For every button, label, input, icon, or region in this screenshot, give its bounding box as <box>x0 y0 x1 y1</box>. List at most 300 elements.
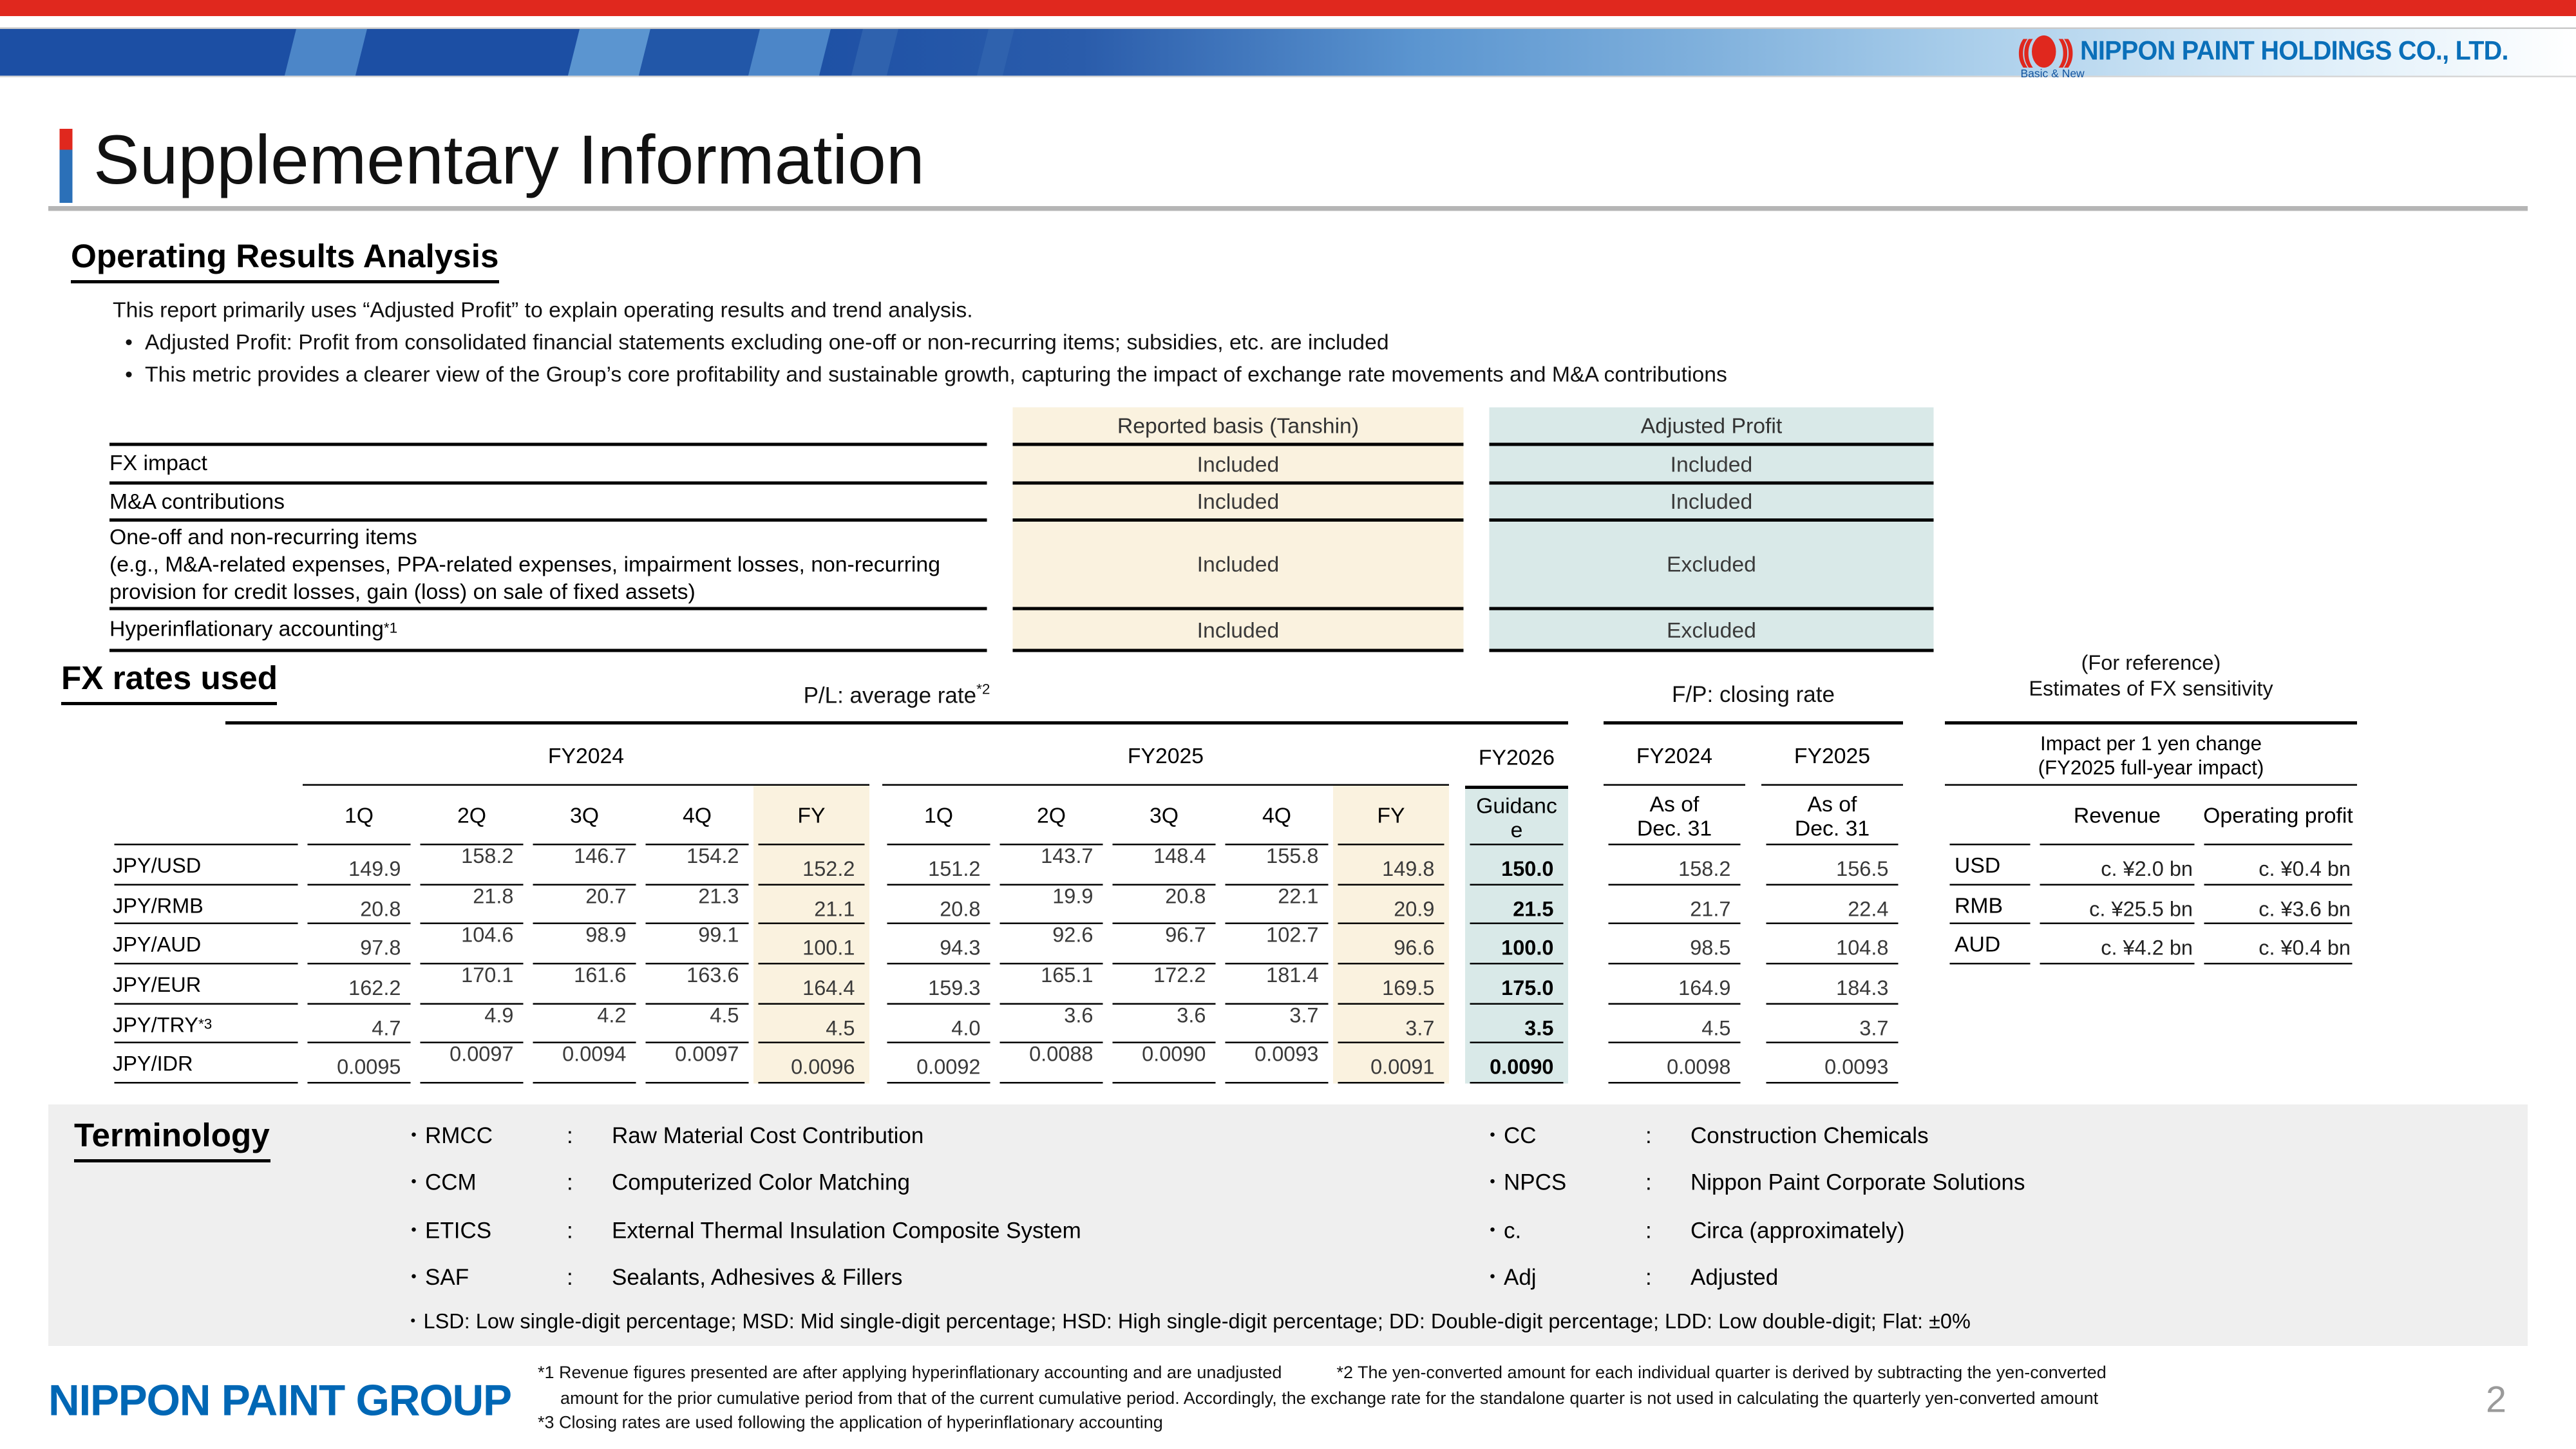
banner-stripe <box>282 28 369 78</box>
basis-row-label: M&A contributions <box>109 485 987 522</box>
fx-asof-header <box>1604 786 1745 846</box>
fx-asof-line1: As of <box>1807 791 1857 816</box>
term-abbr: ・ETICS <box>402 1217 492 1243</box>
basis-header-empty <box>109 408 987 446</box>
value: 0.0097 <box>675 1042 739 1066</box>
fx-rate-value <box>1220 843 1333 886</box>
terminology-item <box>1481 1206 2447 1254</box>
fx-reference-line2: Estimates of FX sensitivity <box>2029 676 2273 701</box>
fx-spacer <box>869 925 882 965</box>
fx-spacer <box>1745 965 1761 1005</box>
fx-impact-header <box>1945 728 2357 786</box>
fx-rate-value <box>882 1044 995 1084</box>
value: c. ¥3.6 bn <box>2259 896 2351 920</box>
fx-currency-pair <box>109 925 303 965</box>
fx-spacer <box>1903 885 1945 925</box>
fx-spacer <box>869 885 882 925</box>
value: 0.0090 <box>1490 1055 1554 1079</box>
fx-currency-pair <box>109 1004 303 1044</box>
fx-spacer <box>2199 1044 2357 1084</box>
basis-reported-value: Included <box>1013 446 1464 485</box>
fx-rate-value <box>1220 925 1333 965</box>
value: 169.5 <box>1382 975 1435 1000</box>
fx-spacer <box>869 1004 882 1044</box>
fx-rate-value <box>1333 1044 1449 1084</box>
fx-group-fy2025: FY2025 <box>882 728 1449 786</box>
fx-spacer <box>1568 965 1604 1005</box>
terminology-item <box>1481 1159 2447 1206</box>
fx-sens-label-header <box>1945 786 2035 846</box>
fx-spacer <box>1945 1044 2035 1084</box>
fx-rate-value <box>1220 1044 1333 1084</box>
basis-spacer <box>1464 611 1490 652</box>
basis-header-reported: Reported basis (Tanshin) <box>1013 408 1464 446</box>
fx-rate-value <box>1108 885 1220 925</box>
value: 22.4 <box>1848 896 1889 920</box>
value: 94.3 <box>940 936 981 960</box>
term-abbr: ・NPCS <box>1481 1169 1567 1195</box>
footnote-marker: *1 <box>383 620 398 637</box>
fx-currency-pair <box>109 846 303 886</box>
terminology-item <box>402 1253 1465 1301</box>
fx-closing-fy2025: FY2025 <box>1761 728 1903 786</box>
fx-closing-value <box>1604 925 1745 965</box>
sensitivity-currency <box>1945 925 2035 965</box>
footnote-marker: *2 <box>976 681 990 697</box>
fx-pl-underline <box>225 721 1568 724</box>
fx-rate-value <box>1108 962 1220 1005</box>
banner-stripe <box>746 28 833 78</box>
footnote-1: *1 Revenue figures presented are after applying hyperinflationary accounting and are unadjusted <box>538 1363 1282 1383</box>
fx-spacer <box>1945 965 2035 1005</box>
fx-spacer <box>1449 846 1465 886</box>
value: JPY/EUR <box>113 972 202 997</box>
value: 3.6 <box>1177 1002 1206 1027</box>
sensitivity-currency <box>1945 885 2035 925</box>
basis-table <box>109 408 1934 652</box>
fx-rate-value <box>641 1044 753 1084</box>
basis-spacer <box>987 522 1013 611</box>
logo-arcs-left-icon: (( <box>2017 34 2029 69</box>
fx-spacer <box>1745 885 1761 925</box>
fx-spacer <box>1449 786 1465 846</box>
term-definition: Circa (approximately) <box>1690 1217 1905 1243</box>
fx-rate-value <box>1108 843 1220 886</box>
logo-tagline: Basic & New <box>2020 69 2085 80</box>
value: 98.5 <box>1690 936 1731 960</box>
fx-closing-value <box>1761 1004 1903 1044</box>
fx-closing-value <box>1761 925 1903 965</box>
fx-guidance-header: Guidance <box>1465 786 1568 846</box>
operating-bullet <box>113 361 2496 390</box>
fx-spacer <box>1903 786 1945 846</box>
fx-reference-header <box>1945 650 2357 702</box>
value: 0.0094 <box>562 1042 627 1066</box>
fx-rate-value <box>641 1004 753 1044</box>
term-colon: : <box>1645 1217 1652 1243</box>
value: 100.0 <box>1501 936 1554 960</box>
fx-rate-value <box>882 925 995 965</box>
fx-rate-value <box>415 1004 528 1044</box>
page-number: 2 <box>2486 1378 2506 1420</box>
basis-spacer <box>987 485 1013 522</box>
value: 3.7 <box>1289 1002 1319 1027</box>
value: c. ¥2.0 bn <box>2101 856 2193 881</box>
fx-closing-value <box>1604 1004 1745 1044</box>
value: 184.3 <box>1836 975 1889 1000</box>
basis-adjusted-value: Excluded <box>1490 611 1934 652</box>
value: 0.0098 <box>1667 1055 1731 1079</box>
basis-reported-value: Included <box>1013 611 1464 652</box>
basis-label-line: One-off and non-recurring items <box>109 524 417 549</box>
fx-currency-pair <box>109 1044 303 1084</box>
sensitivity-operating-profit <box>2199 846 2357 886</box>
fx-spacer <box>1745 846 1761 886</box>
fx-asof-line2: Dec. 31 <box>1636 815 1712 840</box>
fx-quarter-header: 2Q <box>995 786 1108 846</box>
operating-bullet <box>113 328 2496 357</box>
fx-rate-value <box>303 846 415 886</box>
fx-closing-value <box>1761 965 1903 1005</box>
term-colon: : <box>1645 1169 1652 1195</box>
fx-spacer <box>1568 786 1604 846</box>
value: USD <box>1955 853 2001 878</box>
fx-fy-header: FY <box>1333 786 1449 846</box>
term-colon: : <box>567 1121 573 1148</box>
fx-spacer <box>1568 1004 1604 1044</box>
value: 21.8 <box>473 883 514 907</box>
fx-spacer <box>1903 1044 1945 1084</box>
value: 22.1 <box>1278 883 1319 907</box>
value: 104.6 <box>461 923 514 947</box>
value: 4.5 <box>710 1002 739 1027</box>
value: c. ¥0.4 bn <box>2259 856 2351 881</box>
fx-spacer <box>2199 1004 2357 1044</box>
value: 148.4 <box>1153 843 1206 868</box>
fx-rate-value <box>1108 1044 1220 1084</box>
fx-guidance-value <box>1465 1004 1568 1044</box>
banner-stripe <box>565 28 652 78</box>
fx-spacer <box>1568 846 1604 886</box>
fx-row <box>109 962 2357 1005</box>
fx-spacer <box>869 786 882 846</box>
fx-group-fy2026: FY2026 <box>1478 744 1555 769</box>
value: c. ¥4.2 bn <box>2101 936 2193 960</box>
fx-rate-value <box>1333 925 1449 965</box>
title-divider <box>48 206 2528 211</box>
fx-reference-line1: (For reference) <box>2081 650 2221 675</box>
fx-closing-value <box>1604 846 1745 886</box>
terminology-right-column <box>1481 1111 2447 1301</box>
fx-currency-pair <box>109 965 303 1005</box>
value: 159.3 <box>928 975 981 1000</box>
value: 4.5 <box>1701 1015 1731 1039</box>
fx-closing-value <box>1761 846 1903 886</box>
value: JPY/IDR <box>113 1052 193 1076</box>
fx-spacer <box>869 728 882 786</box>
fx-table-body <box>109 843 2357 1084</box>
logo-dot-icon <box>2031 35 2056 68</box>
terminology-panel <box>48 1104 2528 1346</box>
basis-spacer <box>1464 408 1490 446</box>
fx-spacer <box>2035 965 2199 1005</box>
basis-adjusted-value: Included <box>1490 485 1934 522</box>
fx-rate-value <box>528 885 641 925</box>
fx-guidance-value <box>1465 885 1568 925</box>
basis-header-adjusted: Adjusted Profit <box>1490 408 1934 446</box>
value: 151.2 <box>928 856 981 881</box>
fx-spacer <box>1745 925 1761 965</box>
fx-quarter-header: 1Q <box>882 786 995 846</box>
fx-rate-value <box>415 925 528 965</box>
fx-rate-value <box>415 843 528 886</box>
value: 97.8 <box>360 936 401 960</box>
term-definition: External Thermal Insulation Composite System <box>612 1217 1081 1243</box>
fx-asof-line1: As of <box>1649 791 1700 816</box>
fx-spacer <box>869 1044 882 1084</box>
basis-spacer <box>987 408 1013 446</box>
basis-adjusted-value: Excluded <box>1490 522 1934 611</box>
bullet-icon: • <box>125 330 133 354</box>
operating-intro: This report primarily uses “Adjusted Profit” to explain operating results and trend analysis. <box>113 298 973 322</box>
fx-rate-value <box>528 962 641 1005</box>
value: JPY/RMB <box>113 893 204 917</box>
company-logo-icon <box>2017 28 2085 80</box>
value: 20.9 <box>1394 896 1435 920</box>
value: 150.0 <box>1501 856 1554 881</box>
value: 143.7 <box>1041 843 1094 868</box>
fx-rate-value <box>995 962 1108 1005</box>
value: 158.2 <box>1678 856 1731 881</box>
fx-spacer <box>1745 1044 1761 1084</box>
fx-quarter-header: 1Q <box>303 786 415 846</box>
sensitivity-operating-profit <box>2199 925 2357 965</box>
value: RMB <box>1955 893 2003 917</box>
sensitivity-revenue <box>2035 885 2199 925</box>
fx-guidance-value <box>1465 1044 1568 1084</box>
value: 152.2 <box>802 856 855 881</box>
term-definition: Adjusted <box>1690 1264 1779 1291</box>
fx-rate-value <box>641 962 753 1005</box>
fx-spacer <box>1449 728 1465 786</box>
fx-rate-value <box>995 885 1108 925</box>
value: 96.7 <box>1165 923 1206 947</box>
fx-spacer <box>1568 1044 1604 1084</box>
terminology-item <box>402 1206 1465 1254</box>
fx-spacer <box>1449 965 1465 1005</box>
fx-row <box>109 885 2357 925</box>
fx-quarter-header: 2Q <box>415 786 528 846</box>
fx-row <box>109 1004 2357 1044</box>
term-colon: : <box>1645 1264 1652 1291</box>
fx-rate-value <box>882 846 995 886</box>
fx-asof-header <box>1761 786 1903 846</box>
value: 0.0091 <box>1370 1055 1435 1079</box>
logo-arcs-right-icon: )) <box>2058 34 2070 69</box>
banner-stripe <box>636 28 762 78</box>
fx-rate-value <box>303 885 415 925</box>
fx-row <box>109 1044 2357 1084</box>
fx-rate-value <box>1220 1004 1333 1044</box>
value: 21.5 <box>1513 896 1554 920</box>
bullet-icon: • <box>125 362 133 386</box>
value: 0.0093 <box>1824 1055 1889 1079</box>
company-name: NIPPON PAINT HOLDINGS CO., LTD. <box>2080 36 2509 66</box>
value: JPY/TRY <box>113 1012 199 1036</box>
banner-stripe <box>974 28 1016 78</box>
fx-rate-value <box>1333 1004 1449 1044</box>
value: c. ¥0.4 bn <box>2259 936 2351 960</box>
value: 20.8 <box>360 896 401 920</box>
fx-rate-value <box>641 925 753 965</box>
fx-label-col-header <box>109 786 303 846</box>
fx-quarter-header: 4Q <box>1220 786 1333 846</box>
fx-closing-fy2024: FY2024 <box>1604 728 1745 786</box>
fx-rate-value <box>1333 965 1449 1005</box>
fx-impact-line2: (FY2025 full-year impact) <box>2038 755 2264 779</box>
fx-rate-value <box>1333 846 1449 886</box>
fx-spacer <box>1568 885 1604 925</box>
fx-closing-value <box>1604 965 1745 1005</box>
term-abbr: ・Adj <box>1481 1264 1537 1291</box>
basis-label-line: (e.g., M&A-related expenses, PPA-related expenses, impairment losses, non-recurring provision for credit losses, gain (loss) on sale of fixed assets) <box>109 552 940 604</box>
fx-rate-value <box>753 846 869 886</box>
value: c. ¥25.5 bn <box>2089 896 2193 920</box>
footnote-line-1 <box>538 1362 2438 1387</box>
value: 0.0096 <box>791 1055 855 1079</box>
value: 4.2 <box>597 1002 627 1027</box>
value: 161.6 <box>574 962 627 987</box>
fx-rate-value <box>528 1004 641 1044</box>
sensitivity-revenue <box>2035 846 2199 886</box>
value: 92.6 <box>1052 923 1094 947</box>
fx-rate-value <box>995 925 1108 965</box>
value: 164.4 <box>802 975 855 1000</box>
fx-spacer <box>1449 1044 1465 1084</box>
term-abbr: ・CC <box>1481 1121 1537 1148</box>
fx-rate-value <box>882 965 995 1005</box>
fx-row <box>109 925 2357 965</box>
value: 104.8 <box>1836 936 1889 960</box>
value: 175.0 <box>1501 975 1554 1000</box>
value: 165.1 <box>1041 962 1094 987</box>
value: 0.0088 <box>1029 1042 1094 1066</box>
fx-rate-value <box>303 1044 415 1084</box>
fx-spacer <box>1745 728 1761 786</box>
value: 0.0092 <box>916 1055 981 1079</box>
value: 149.9 <box>348 856 401 881</box>
operating-bullet-text: Adjusted Profit: Profit from consolidated financial statements excluding one-off or non-recurring items; subsidies, etc. are included <box>145 330 1389 354</box>
value: 158.2 <box>461 843 514 868</box>
value: 170.1 <box>461 962 514 987</box>
value: 172.2 <box>1153 962 1206 987</box>
operating-bullet-text: This metric provides a clearer view of the Group’s core profitability and sustainable growth, capturing the impact of exchange rate movements and M&A contributions <box>145 362 1727 386</box>
fx-guidance-value <box>1465 925 1568 965</box>
term-definition: Construction Chemicals <box>1690 1121 1929 1148</box>
value: 3.7 <box>1405 1015 1435 1039</box>
terminology-note: ・LSD: Low single-digit percentage; MSD: Mid single-digit percentage; HSD: High single-digit percentage; DD: Double-digit percentage; LDD: Low double-digit; Flat: ±0% <box>402 1309 1971 1333</box>
fx-closing-value <box>1761 885 1903 925</box>
term-definition: Nippon Paint Corporate Solutions <box>1690 1169 2025 1195</box>
term-definition: Sealants, Adhesives & Fillers <box>612 1264 903 1291</box>
term-colon: : <box>567 1217 573 1243</box>
value: 100.1 <box>802 936 855 960</box>
operating-intro-block <box>113 296 2496 390</box>
fx-rate-value <box>528 843 641 886</box>
value: 20.8 <box>1165 883 1206 907</box>
fx-pl-header-text: P/L: average rate <box>803 682 977 708</box>
top-red-stripe <box>0 0 2576 16</box>
fx-spacer <box>1903 965 1945 1005</box>
fx-fp-underline <box>1604 721 1903 724</box>
fx-asof-line2: Dec. 31 <box>1794 815 1870 840</box>
term-definition: Raw Material Cost Contribution <box>612 1121 924 1148</box>
value: 146.7 <box>574 843 627 868</box>
fx-rate-value <box>1108 1004 1220 1044</box>
fx-spacer <box>1449 925 1465 965</box>
fx-row <box>109 843 2357 886</box>
value: 4.5 <box>826 1015 855 1039</box>
value: JPY/AUD <box>113 933 202 957</box>
fx-group-fy2024: FY2024 <box>303 728 869 786</box>
term-abbr: ・SAF <box>402 1264 469 1291</box>
fx-guidance-value <box>1465 846 1568 886</box>
value: 0.0093 <box>1255 1042 1319 1066</box>
fx-rate-value <box>995 843 1108 886</box>
value: 20.8 <box>940 896 981 920</box>
fx-spacer <box>1745 786 1761 846</box>
term-abbr: ・RMCC <box>402 1121 493 1148</box>
fx-guidance-value <box>1465 965 1568 1005</box>
operating-section-heading-wrap <box>71 238 499 283</box>
fx-rate-value <box>882 885 995 925</box>
term-colon: : <box>567 1169 573 1195</box>
fx-spacer <box>1449 885 1465 925</box>
page-title: Supplementary Information <box>93 122 925 200</box>
fx-group-header-row <box>109 728 2357 786</box>
fx-empty <box>109 728 303 786</box>
fx-rate-value <box>753 1044 869 1084</box>
footnotes <box>538 1362 2438 1437</box>
basis-row-label <box>109 611 987 652</box>
company-logo <box>2018 24 2527 79</box>
value: 163.6 <box>687 962 739 987</box>
value: 3.5 <box>1524 1015 1554 1039</box>
terminology-item <box>402 1159 1465 1206</box>
fx-fy-header: FY <box>753 786 869 846</box>
fx-sens-op-header: Operating profit <box>2199 786 2357 846</box>
terminology-item <box>402 1111 1465 1159</box>
fx-fp-header: F/P: closing rate <box>1672 681 1835 707</box>
fx-spacer <box>1449 1004 1465 1044</box>
value: 98.9 <box>585 923 627 947</box>
basis-row-label <box>109 522 987 611</box>
sensitivity-revenue <box>2035 925 2199 965</box>
fx-rate-value <box>415 1044 528 1084</box>
fx-rate-value <box>753 965 869 1005</box>
basis-spacer <box>1464 485 1490 522</box>
footnote-marker: *3 <box>198 1016 213 1032</box>
basis-row-label-lines <box>109 522 987 605</box>
term-definition: Computerized Color Matching <box>612 1169 911 1195</box>
fx-spacer <box>869 846 882 886</box>
basis-label-text: Hyperinflationary accounting <box>109 617 384 641</box>
basis-row-label: FX impact <box>109 446 987 485</box>
fx-quarter-header: 4Q <box>641 786 753 846</box>
footnote-2-continuation: amount for the prior cumulative period from that of the current cumulative period. Accordingly, the exchange rate for the standalone quarter is not used in calculating the quarterly yen-converted amount <box>560 1388 2099 1408</box>
fx-currency-pair <box>109 885 303 925</box>
basis-adjusted-value: Included <box>1490 446 1934 485</box>
